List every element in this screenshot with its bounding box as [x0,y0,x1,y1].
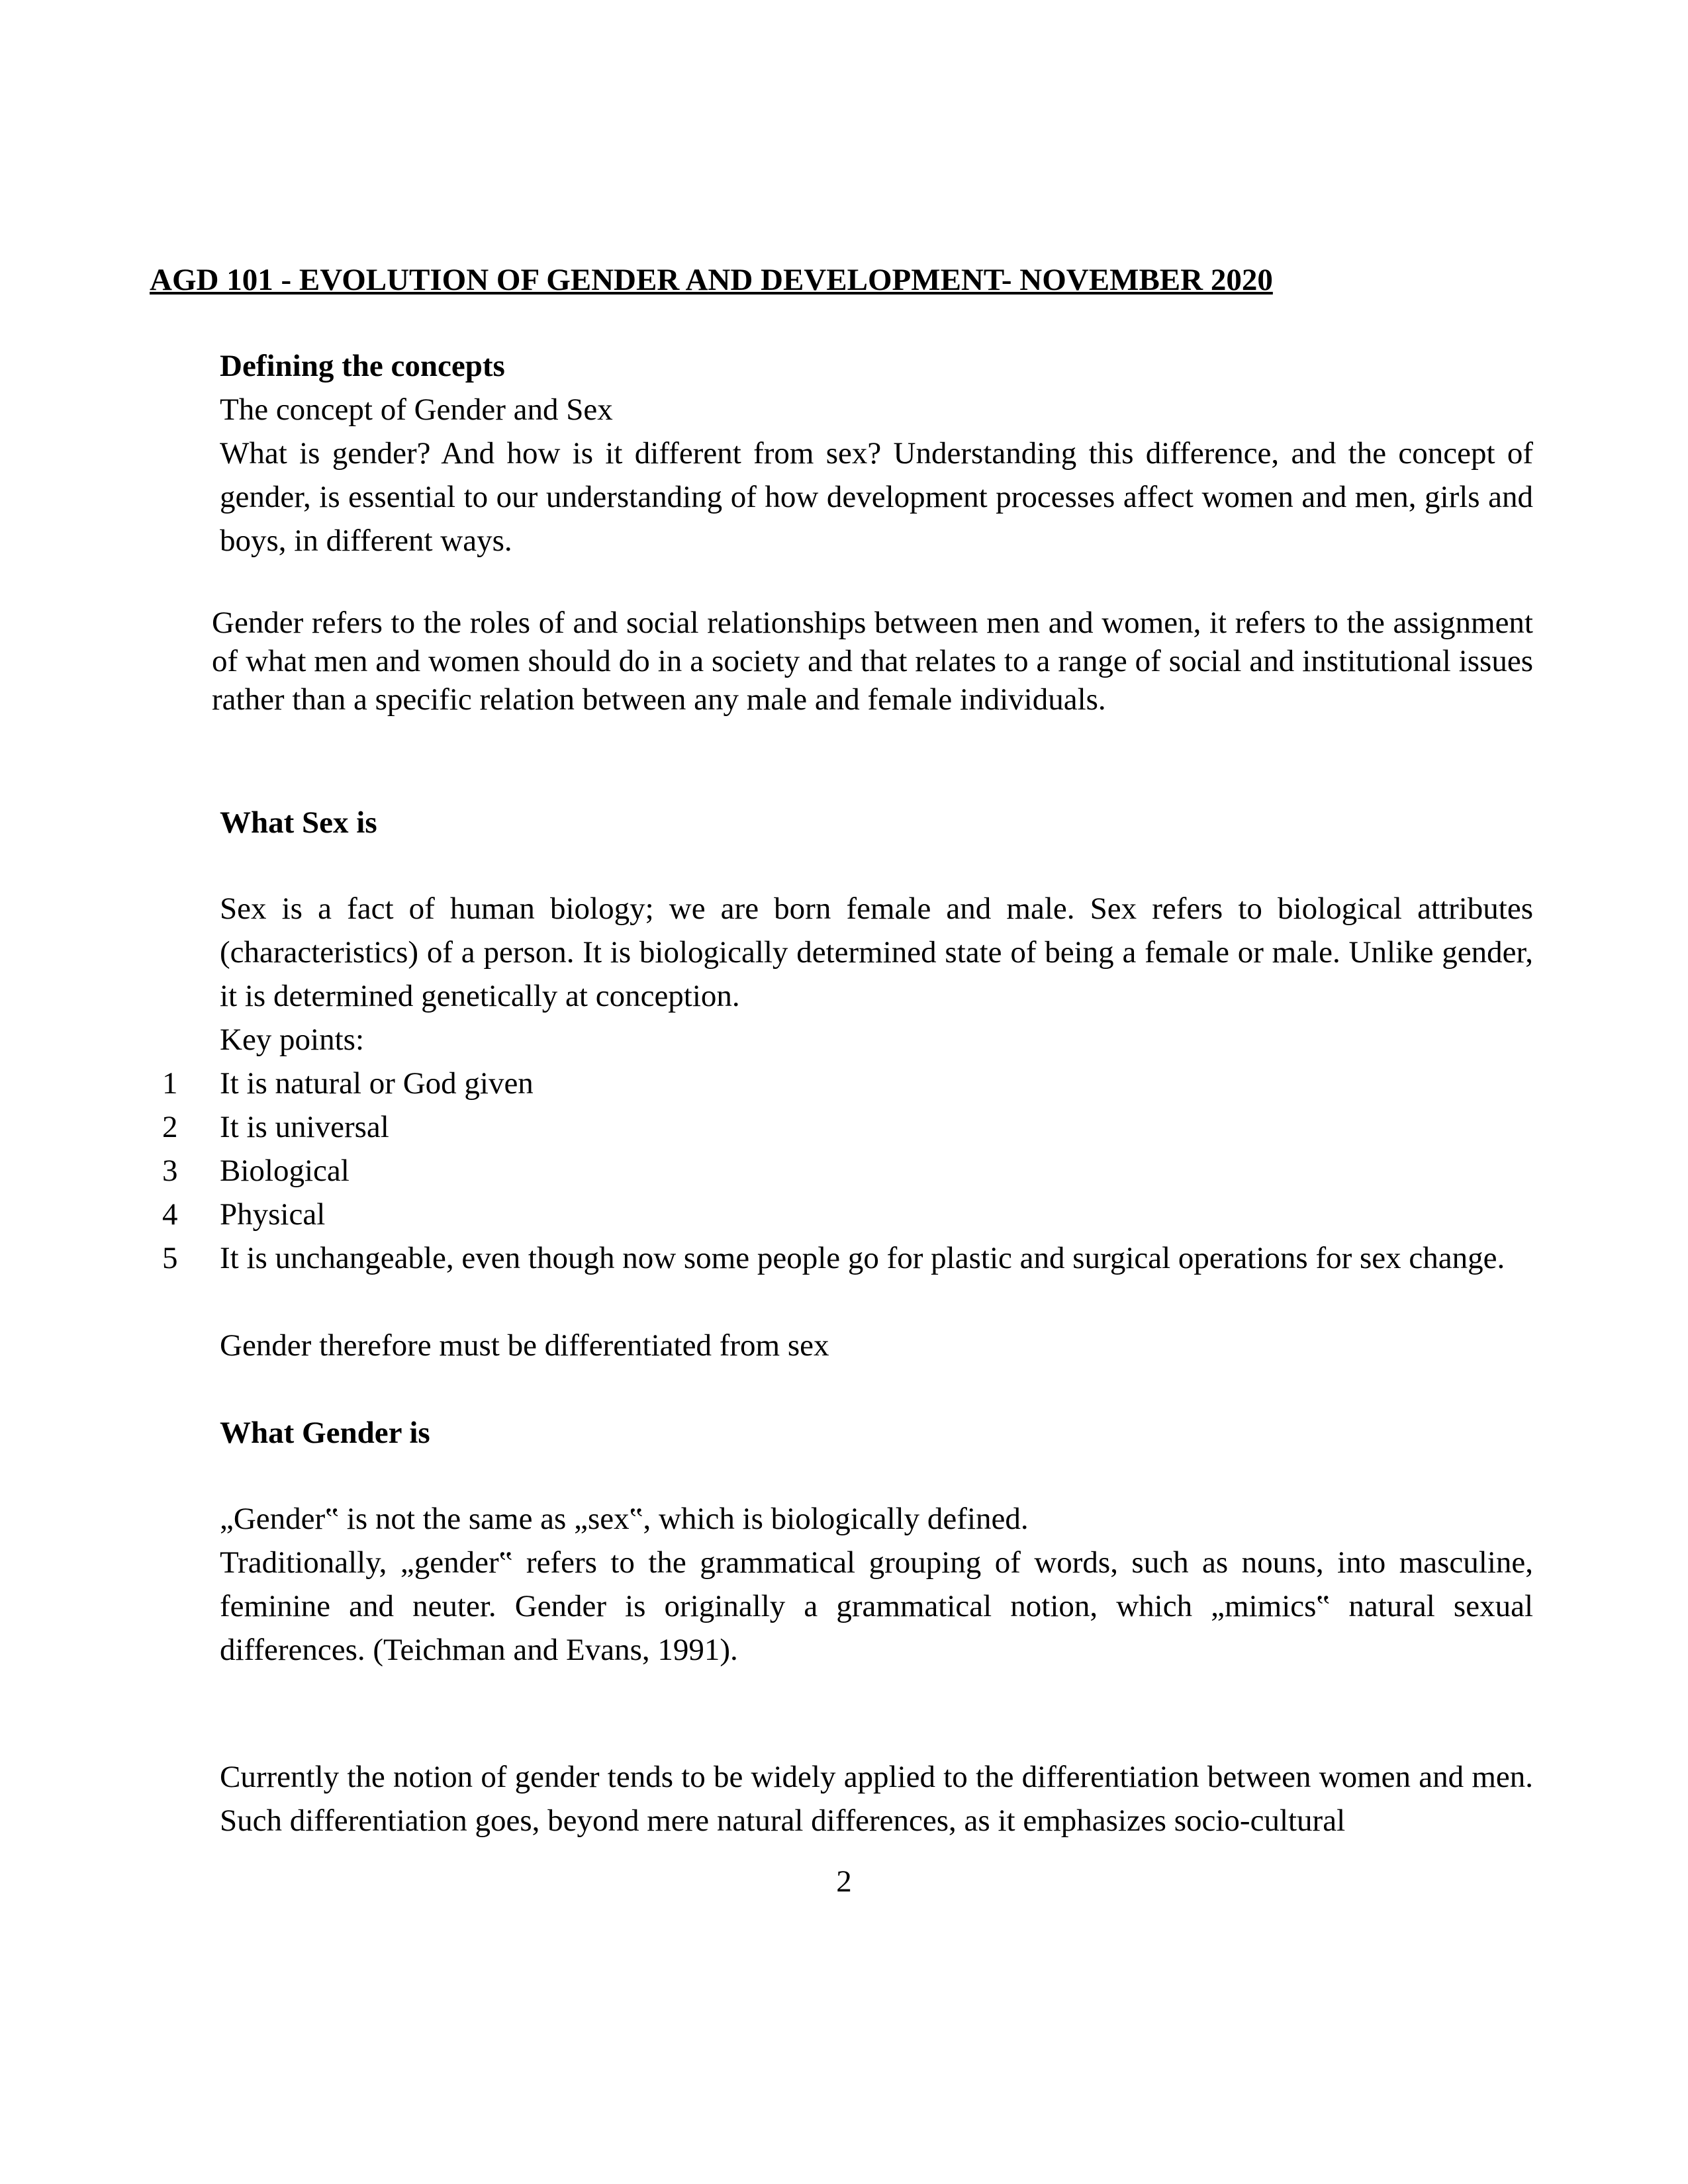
list-item-number: 1 [162,1066,178,1101]
gender-sex-line: „Gender‟ is not the same as „sex‟, which is biologically defined. [220,1502,1029,1536]
list-item-text: Physical [220,1197,326,1232]
list-item-text: Biological [220,1154,350,1188]
list-item-number: 2 [162,1110,178,1144]
list-item-number: 3 [162,1154,178,1188]
section-heading-defining-concepts: Defining the concepts [220,349,505,383]
section-subheading-gender-and-sex: The concept of Gender and Sex [220,392,613,427]
list-item-number: 5 [162,1241,178,1275]
document-title: AGD 101 - EVOLUTION OF GENDER AND DEVELOPMENT- NOVEMBER 2020 [150,263,1273,297]
section-heading-what-gender-is: What Gender is [220,1416,430,1450]
list-item-text: It is universal [220,1110,389,1144]
sex-definition-paragraph: Sex is a fact of human biology; we are born female and male. Sex refers to biological attributes (characteristics) of a person. It is biologically determined state of being a female or male. Unlike gender, it is determined genetically at conception. [220,891,1533,1013]
page-number: 2 [836,1864,852,1899]
list-item-number: 4 [162,1197,178,1232]
gender-notion-paragraph: Currently the notion of gender tends to be widely applied to the differentiation between women and men. Such differentiation goes, beyond mere natural differences, as it emphasizes socio-cultural [220,1760,1533,1838]
list-item-text: It is natural or God given [220,1066,534,1101]
key-points-label: Key points: [220,1023,365,1057]
intro-paragraph: What is gender? And how is it different from sex? Understanding this difference, and the concept of gender, is essential to our understanding of how development processes affect women and men, girls and boys, in different ways. [220,436,1533,558]
gender-definition-paragraph: Gender refers to the roles of and social relationships between men and women, it refers to the assignment of what men and women should do in a society and that relates to a range of social and institutional issues rather than a specific relation between any male and female individuals. [212,606,1533,717]
section-heading-what-sex-is: What Sex is [220,805,377,840]
list-item-text: It is unchangeable, even though now some people go for plastic and surgical operations for sex change. [220,1241,1505,1275]
gender-grammar-paragraph: Traditionally, „gender‟ refers to the grammatical grouping of words, such as nouns, into masculine, feminine and neuter. Gender is originally a grammatical notion, which „mimics‟ natural sexual differences. (Teichman and Evans, 1991). [220,1545,1533,1667]
sex-conclusion-line: Gender therefore must be differentiated from sex [220,1328,829,1363]
